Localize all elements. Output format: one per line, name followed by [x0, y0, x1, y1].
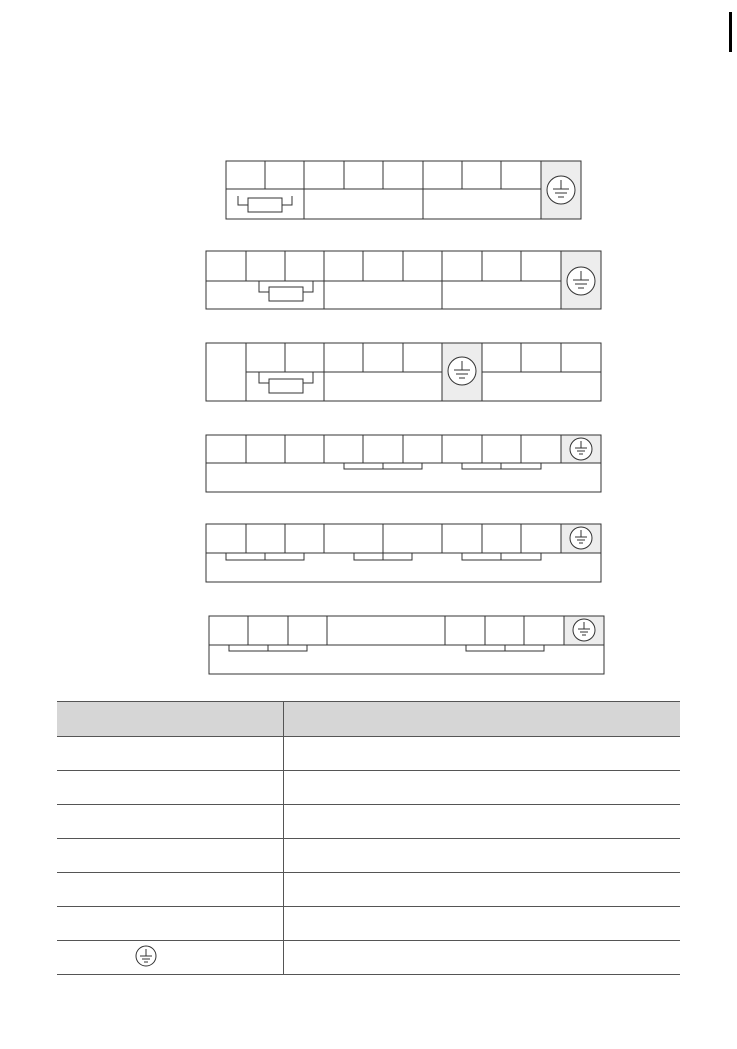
- table-cell-terminal: [57, 941, 284, 975]
- table-cell-description: [284, 941, 681, 975]
- table-row: [57, 873, 680, 907]
- terminal-strip-variant-5: [206, 524, 601, 582]
- ground-icon: [448, 357, 476, 385]
- table-cell-description: [284, 907, 681, 941]
- table-header-terminal: [57, 702, 284, 737]
- terminal-strip-variant-3: [206, 343, 601, 401]
- table-row: [57, 737, 680, 771]
- ground-icon: [547, 176, 575, 204]
- table-cell-terminal: [57, 805, 284, 839]
- table-cell-terminal: [57, 907, 284, 941]
- table-cell-terminal: [57, 737, 284, 771]
- terminal-strip-variant-4: [206, 435, 601, 492]
- table-header-description: [284, 702, 681, 737]
- terminal-description-table: [57, 701, 680, 975]
- table-row: [57, 907, 680, 941]
- table-cell-terminal: [57, 873, 284, 907]
- table-cell-terminal: [57, 771, 284, 805]
- table-header-row: [57, 702, 680, 737]
- terminal-strip-variant-2: [206, 251, 601, 309]
- terminal-strip-variant-1: [226, 161, 581, 219]
- table-cell-description: [284, 737, 681, 771]
- table-row: [57, 805, 680, 839]
- table-cell-description: [284, 873, 681, 907]
- ground-icon: [567, 267, 595, 295]
- table-row: [57, 839, 680, 873]
- ground-icon: [570, 438, 592, 460]
- table-cell-description: [284, 839, 681, 873]
- protective-earth-icon: [135, 945, 157, 970]
- table-cell-description: [284, 771, 681, 805]
- table-cell-terminal: [57, 839, 284, 873]
- ground-icon: [570, 527, 592, 549]
- table-row: [57, 941, 680, 975]
- terminal-strip-variant-6: [209, 616, 604, 674]
- ground-icon: [573, 619, 595, 641]
- table-cell-description: [284, 805, 681, 839]
- table-row: [57, 771, 680, 805]
